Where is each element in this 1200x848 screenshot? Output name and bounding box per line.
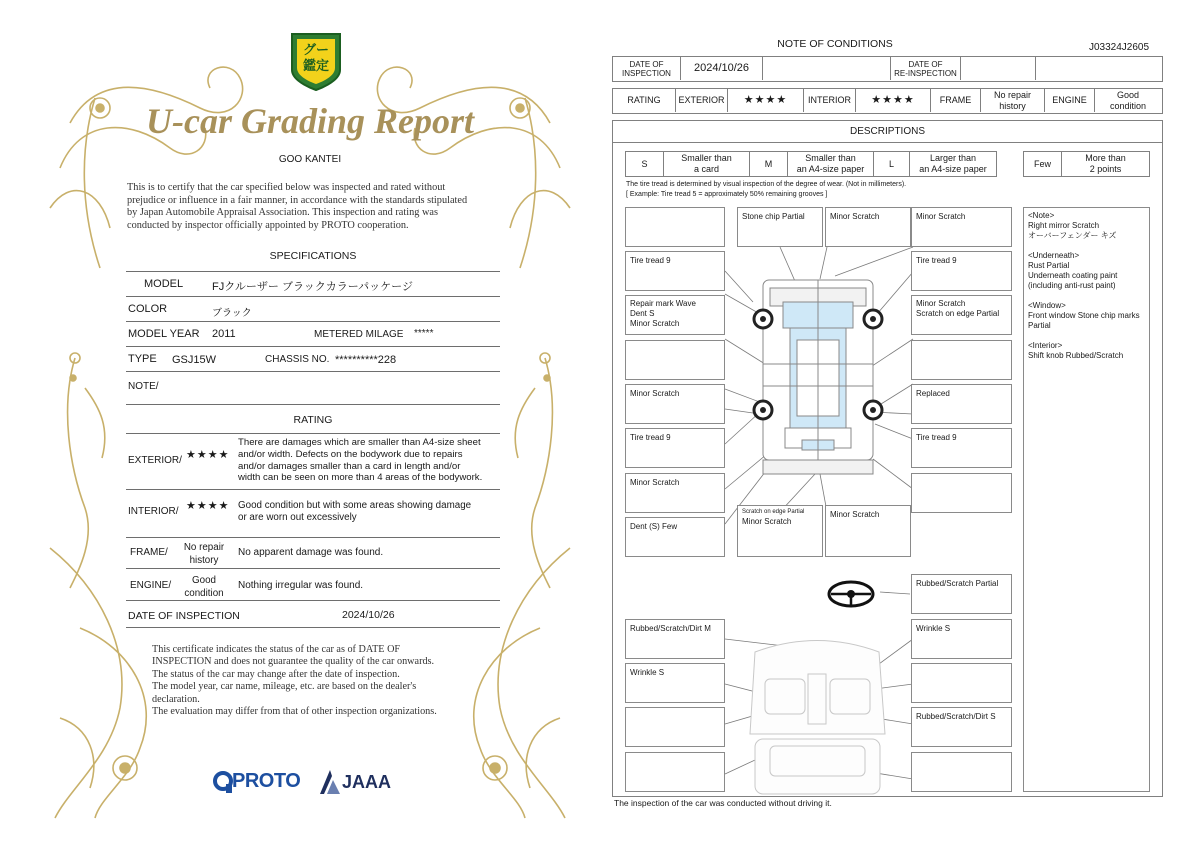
label-line: DATE OF (629, 59, 664, 69)
notes-line (1028, 241, 1145, 251)
model-value: FJクルーザー ブラックカラーパッケージ (212, 281, 413, 293)
metered-mileage-value: ***** (414, 328, 434, 339)
damage-note-box: Rubbed/Scratch Partial (911, 574, 1012, 614)
notes-line (1028, 291, 1145, 301)
specifications-heading: SPECIFICATIONS (269, 250, 357, 262)
notes-line: Partial (1028, 321, 1051, 330)
interior-label: INTERIOR/ (128, 506, 179, 517)
interior-stars: ★★★★ (186, 500, 230, 512)
value-line: history (999, 100, 1026, 111)
damage-note-box (911, 663, 1012, 703)
damage-note-box: Minor Scratch (911, 207, 1012, 247)
divider (126, 371, 500, 372)
frame-label: FRAME/ (130, 547, 168, 558)
certify-line: conducted by inspector officially appointed by PROTO cooperation. (127, 219, 409, 231)
engine-value-line: Good (192, 575, 216, 586)
exterior-desc-line: and/or damages smaller than a card in length and/or (238, 460, 461, 472)
exterior-stars: ★★★★ (728, 89, 804, 112)
damage-note-box: Minor Scratch (625, 384, 725, 424)
damage-note-box (625, 295, 725, 335)
damage-note-box (625, 707, 725, 747)
footer-line: The status of the car may change after the date of inspection. (152, 668, 400, 680)
exterior-car-icon (763, 280, 873, 474)
footer-paragraph (152, 644, 492, 718)
color-label: COLOR (128, 303, 168, 315)
divider (126, 627, 500, 628)
interior-desc-line: Good condition but with some areas showing damage (238, 500, 472, 511)
model-label: MODEL (144, 278, 184, 290)
damage-note-line: Scratch on edge Partial (742, 509, 805, 515)
report-title: U-car Grading Report (145, 101, 474, 141)
damage-note-box (911, 752, 1012, 792)
frame-value (174, 541, 234, 567)
damage-note-box: Minor Scratch (825, 505, 911, 557)
interior-stars: ★★★★ (856, 89, 931, 112)
notes-line: Shift knob Rubbed/Scratch (1028, 351, 1124, 360)
note-label: NOTE/ (128, 381, 159, 392)
rating-label: RATING (613, 89, 676, 112)
notes-line: Rust Partial (1028, 261, 1070, 270)
value-line: condition (1109, 100, 1147, 111)
chassis-value: **********228 (335, 354, 397, 366)
notes-line: <Interior> (1028, 341, 1063, 350)
damage-note-line: Minor Scratch (630, 319, 680, 328)
damage-note-box: Tire tread 9 (625, 251, 725, 291)
notes-line: Right mirror Scratch (1028, 221, 1100, 230)
frame-description: No apparent damage was found. (238, 547, 384, 558)
damage-note-box: Rubbed/Scratch/Dirt S (911, 707, 1012, 747)
footer-line: The evaluation may differ from that of other inspection organizations. (152, 706, 437, 718)
jaaa-logo-text: JAAA (342, 772, 392, 792)
legend-line: an A4-size paper (919, 164, 987, 174)
proto-logo-text: PROTO (232, 770, 301, 792)
label-line: INSPECTION (622, 68, 671, 78)
divider (126, 271, 500, 272)
document-id: J03324J2605 (1089, 42, 1150, 53)
damage-note-box: Tire tread 9 (911, 428, 1012, 468)
footer-line: INSPECTION and does not guarantee the quality of the car onwards. (152, 656, 435, 668)
descriptions-heading: DESCRIPTIONS (612, 120, 1163, 143)
certify-line: This is to certify that the car specified below was inspected and rated without (127, 182, 446, 193)
model-year-value: 2011 (212, 328, 236, 340)
damage-note-line: Repair mark Wave (630, 299, 696, 308)
damage-note-box (911, 340, 1012, 380)
legend-line: More than (1085, 153, 1126, 163)
engine-description: Nothing irregular was found. (238, 580, 364, 591)
exterior-label: EXTERIOR (676, 89, 728, 112)
damage-note-box: Tire tread 9 (911, 251, 1012, 291)
footer-line: This certificate indicates the status of the car as of DATE OF (152, 644, 401, 655)
legend-line: 2 points (1089, 164, 1122, 174)
frame-value-line: history (189, 555, 219, 566)
divider (126, 600, 500, 601)
damage-note-line: Scratch on edge Partial (916, 309, 1000, 318)
notes-line: Front window Stone chip marks (1028, 311, 1140, 320)
proto-logo-icon (212, 770, 234, 794)
exterior-desc-line: There are damages which are smaller than A4-size sheet (238, 437, 481, 448)
exterior-desc-line: and/or width. Defects on the bodywork due to repairs (238, 448, 463, 460)
damage-note-line: Dent S (630, 309, 655, 318)
date-of-inspection-value: 2024/10/26 (342, 609, 395, 621)
date-of-inspection-label: DATE OF INSPECTION (128, 610, 240, 622)
certify-line: by Japan Automobile Appraisal Association. This inspection and rating was (127, 207, 438, 218)
notes-line: (including anti-rust paint) (1028, 281, 1116, 290)
frame-label: FRAME (931, 89, 981, 112)
notes-line: <Underneath> (1028, 251, 1080, 260)
label-line: DATE OF (908, 59, 943, 69)
interior-car-icon (750, 641, 885, 795)
jaaa-logo-icon (318, 768, 342, 796)
frame-value-line: No repair (183, 542, 225, 553)
damage-note-box: Rubbed/Scratch/Dirt M (625, 619, 725, 659)
notes-line (1028, 331, 1145, 341)
damage-note-box (625, 340, 725, 380)
tire-note-line: The tire tread is determined by visual inspection of the degree of wear. (Not in millimeters). (626, 181, 907, 188)
footer-line: The model year, car name, mileage, etc. are based on the dealer's (152, 681, 417, 693)
engine-label: ENGINE/ (130, 580, 172, 591)
divider (126, 321, 500, 322)
legend-s: S (626, 152, 664, 176)
grading-report-page (40, 28, 580, 828)
type-label: TYPE (128, 353, 157, 365)
date-of-inspection-value: 2024/10/26 (681, 57, 763, 80)
damage-note-line: Minor Scratch (916, 299, 966, 308)
damage-note-box: Tire tread 9 (625, 428, 725, 468)
engine-label: ENGINE (1045, 89, 1095, 112)
engine-value (174, 574, 234, 600)
legend-line: a card (693, 164, 719, 174)
divider (126, 489, 500, 490)
divider (126, 537, 500, 538)
engine-value-line: condition (184, 588, 224, 599)
damage-note-box (737, 505, 823, 557)
value-line: No repair (993, 89, 1031, 100)
damage-note-box: Dent (S) Few (625, 517, 725, 557)
noc-title: NOTE OF CONDITIONS (777, 38, 893, 50)
divider (126, 568, 500, 569)
divider (126, 346, 500, 347)
legend-few-label: Few (1024, 152, 1062, 176)
metered-mileage-label: METERED MILAGE (314, 329, 404, 340)
divider (126, 404, 500, 405)
notes-line: Underneath coating paint (1028, 271, 1118, 280)
legend-m: M (750, 152, 788, 176)
damage-note-box: Wrinkle S (911, 619, 1012, 659)
legend-line: Larger than (929, 153, 977, 163)
footer-line: declaration. (152, 693, 200, 705)
damage-note-box: Minor Scratch (825, 207, 911, 247)
damage-note-box (625, 752, 725, 792)
note-of-conditions-page (605, 34, 1170, 814)
tire-note-line: [ Example: Tire tread 5 = approximately 50% remaining grooves ] (626, 190, 828, 198)
legend-l: L (874, 152, 910, 176)
damage-note-box: Replaced (911, 384, 1012, 424)
damage-note-box (911, 295, 1012, 335)
notes-column (1023, 207, 1150, 792)
label-line: RE-INSPECTION (894, 68, 957, 78)
exterior-stars: ★★★★ (186, 449, 230, 461)
damage-note-box (625, 207, 725, 247)
steering-wheel-icon (829, 582, 873, 606)
damage-note-line: Minor Scratch (742, 517, 792, 526)
interior-label: INTERIOR (804, 89, 856, 112)
divider (126, 296, 500, 297)
legend-line: Smaller than (805, 153, 856, 163)
divider (126, 433, 500, 434)
notes-line: オーバーフェンダー キズ (1028, 231, 1117, 240)
damage-note-box: Wrinkle S (625, 663, 725, 703)
exterior-description (238, 437, 500, 484)
interior-description (238, 500, 500, 524)
chassis-label: CHASSIS NO. (265, 354, 330, 365)
interior-desc-line: or are worn out excessively (238, 512, 357, 523)
notes-line: <Window> (1028, 301, 1066, 310)
damage-note-box: Minor Scratch (625, 473, 725, 513)
badge-text: グー 鑑定 (302, 42, 329, 73)
type-value: GSJ15W (172, 354, 217, 366)
value-line: Good (1116, 89, 1140, 100)
exterior-label: EXTERIOR/ (128, 455, 182, 466)
color-value: ブラック (212, 308, 252, 319)
legend-line: Smaller than (681, 153, 732, 163)
damage-note-box (911, 473, 1012, 513)
certification-paragraph (127, 182, 507, 232)
exterior-desc-line: width can be seen on more than 4 areas of the bodywork. (238, 472, 483, 484)
model-year-label: MODEL YEAR (128, 328, 200, 340)
damage-note-box: Stone chip Partial (737, 207, 823, 247)
rating-heading: RATING (293, 414, 333, 426)
noc-footer: The inspection of the car was conducted without driving it. (614, 798, 832, 808)
report-subtitle: GOO KANTEI (278, 154, 342, 165)
legend-line: an A4-size paper (796, 164, 865, 174)
certify-line: prejudice or influence in a fair manner, in accordance with the standards stipulated (127, 194, 468, 206)
notes-line: <Note> (1028, 211, 1055, 220)
